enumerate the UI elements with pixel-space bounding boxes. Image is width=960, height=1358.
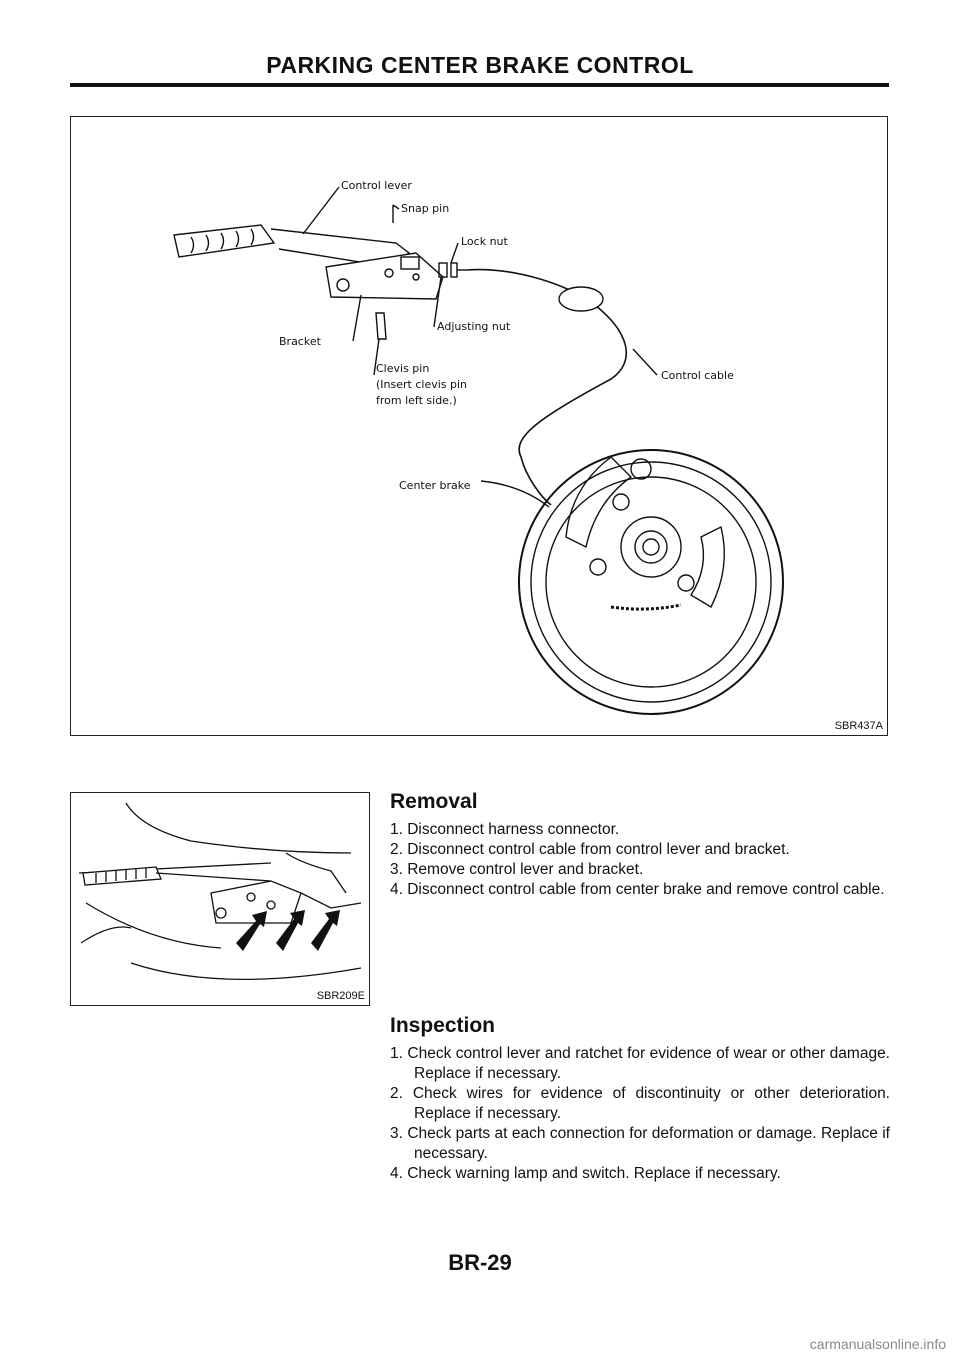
watermark[interactable]: carmanualsonline.info — [809, 1336, 946, 1352]
inspection-heading: Inspection — [390, 1014, 496, 1037]
label-center-brake: Center brake — [399, 479, 471, 492]
label-clevis-pin: Clevis pin — [376, 362, 430, 375]
label-clevis-note-1: (Insert clevis pin — [376, 378, 468, 391]
figure-parking-brake-assembly — [70, 116, 888, 736]
page-header-title: PARKING CENTER BRAKE CONTROL — [266, 52, 694, 78]
figure-code: SBR209E — [316, 990, 365, 1002]
label-lock-nut: Lock nut — [461, 235, 508, 248]
inspection-step: 3. Check parts at each connection for deformation or damage. Replace if necessary. — [390, 1125, 890, 1162]
inspection-step: 4. Check warning lamp and switch. Replace if necessary. — [390, 1165, 781, 1182]
label-clevis-note-2: from left side.) — [376, 394, 457, 407]
figure-removal-location — [70, 792, 370, 1006]
removal-step: 2. Disconnect control cable from control lever and bracket. — [390, 841, 790, 858]
parking-brake-diagram — [71, 117, 889, 737]
header-rule — [70, 83, 889, 87]
removal-diagram — [71, 793, 371, 1007]
inspection-steps-list — [390, 1044, 890, 1184]
removal-step: 4. Disconnect control cable from center brake and remove control cable. — [390, 881, 885, 898]
label-adjusting-nut: Adjusting nut — [437, 320, 511, 333]
removal-step: 1. Disconnect harness connector. — [390, 821, 620, 838]
removal-step: 3. Remove control lever and bracket. — [390, 861, 644, 878]
label-bracket: Bracket — [279, 335, 321, 348]
label-control-cable: Control cable — [661, 369, 734, 382]
page-number: BR-29 — [448, 1250, 512, 1275]
inspection-step: 1. Check control lever and ratchet for evidence of wear or other damage. Replace if necessary. — [390, 1045, 890, 1082]
label-snap-pin: Snap pin — [401, 202, 450, 215]
label-control-lever: Control lever — [341, 179, 412, 192]
figure-code: SBR437A — [834, 720, 883, 732]
removal-heading: Removal — [390, 790, 478, 813]
removal-steps-list — [390, 820, 890, 900]
inspection-step: 2. Check wires for evidence of discontinuity or other deterioration. Replace if necessary. — [390, 1085, 890, 1122]
